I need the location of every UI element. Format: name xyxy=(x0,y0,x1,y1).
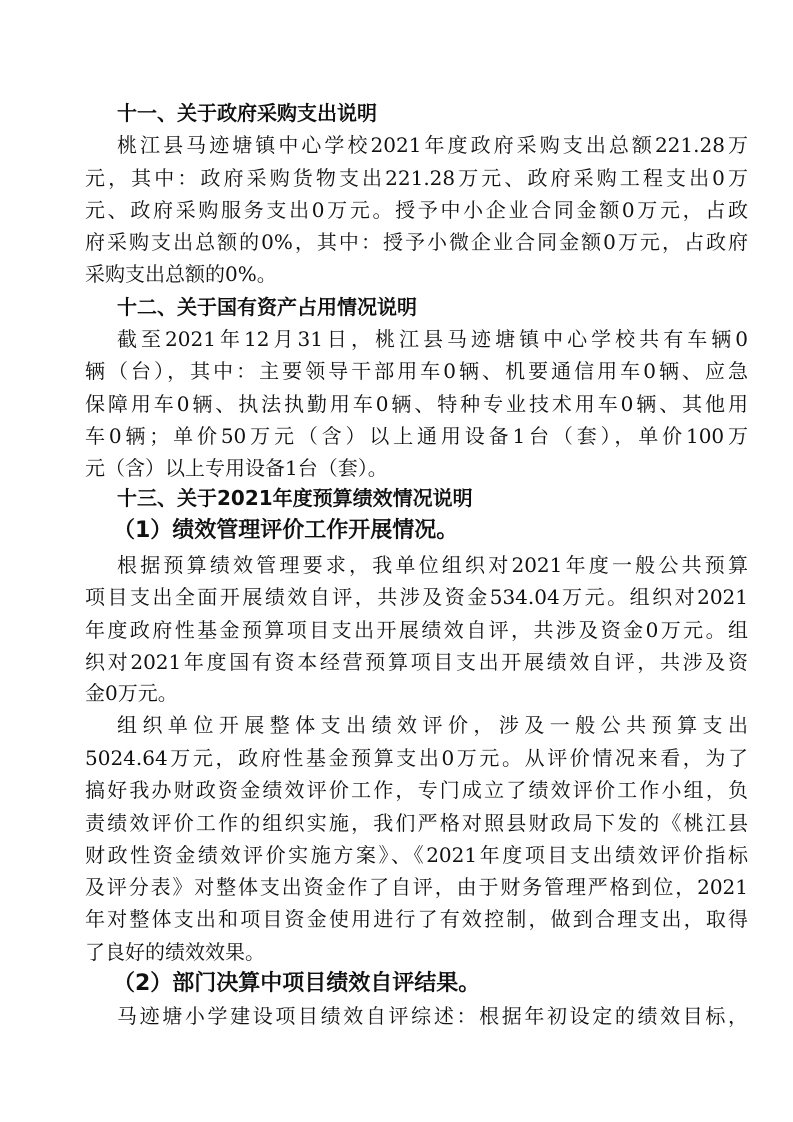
paragraph-line: 采购支出总额的0%。 xyxy=(85,262,277,286)
paragraph-line: 金0万元。 xyxy=(85,681,178,705)
section-heading: 十二、关于国有资产占用情况说明 xyxy=(117,295,417,319)
paragraph-line: 及评分表》对整体支出资金作了自评，由于财务管理严格到位，2021 xyxy=(85,875,748,899)
paragraph-line: 组织单位开展整体支出绩效评价，涉及一般公共预算支出 xyxy=(117,713,748,737)
paragraph-line: 年对整体支出和项目资金使用进行了有效控制，做到合理支出，取得 xyxy=(85,907,748,931)
paragraph-line: 了良好的绩效效果。 xyxy=(85,940,265,964)
paragraph-line: 车0辆；单价50万元（含）以上通用设备1台（套），单价100万 xyxy=(85,424,748,448)
paragraph-line: 项目支出全面开展绩效自评，共涉及资金534.04万元。组织对2021 xyxy=(85,585,748,609)
paragraph-line: 马迹塘小学建设项目绩效自评综述：根据年初设定的绩效目标， xyxy=(117,1004,748,1028)
paragraph-line: 根据预算绩效管理要求，我单位组织对2021年度一般公共预算 xyxy=(117,553,748,577)
paragraph-line: 年度政府性基金预算项目支出开展绩效自评，共涉及资金0万元。组 xyxy=(85,618,748,642)
paragraph-line: 保障用车0辆、执法执勤用车0辆、特种专业技术用车0辆、其他用 xyxy=(85,392,748,416)
paragraph-line: 元，其中：政府采购货物支出221.28万元、政府采购工程支出0万 xyxy=(85,166,748,190)
paragraph-line: 桃江县马迹塘镇中心学校2021年度政府采购支出总额221.28万 xyxy=(117,133,748,157)
paragraph-line: 责绩效评价工作的组织实施，我们严格对照县财政局下发的《桃江县 xyxy=(85,811,748,835)
paragraph-line: 辆（台），其中：主要领导干部用车0辆、机要通信用车0辆、应急 xyxy=(85,359,748,383)
subsection-heading: （2）部门决算中项目绩效自评结果。 xyxy=(113,971,481,996)
paragraph-line: 截至2021年12月31日，桃江县马迹塘镇中心学校共有车辆0 xyxy=(117,327,748,351)
section-heading: 十一、关于政府采购支出说明 xyxy=(117,101,377,125)
paragraph-line: 元、政府采购服务支出0万元。授予中小企业合同金额0万元，占政 xyxy=(85,198,748,222)
paragraph-line: 织对2021年度国有资本经营预算项目支出开展绩效自评，共涉及资 xyxy=(85,650,748,674)
paragraph-line: 5024.64万元，政府性基金预算支出0万元。从评价情况来看，为了 xyxy=(85,746,748,770)
section-heading: 十三、关于2021年度预算绩效情况说明 xyxy=(117,486,473,510)
paragraph-line: 府采购支出总额的0%，其中：授予小微企业合同金额0万元，占政府 xyxy=(85,230,748,254)
subsection-heading: （1）绩效管理评价工作开展情况。 xyxy=(113,518,459,543)
paragraph-line: 元（含）以上专用设备1台（套）。 xyxy=(85,456,388,480)
paragraph-line: 财政性资金绩效评价实施方案》、《2021年度项目支出绩效评价指标 xyxy=(85,843,748,867)
paragraph-line: 搞好我办财政资金绩效评价工作，专门成立了绩效评价工作小组，负 xyxy=(85,778,748,802)
